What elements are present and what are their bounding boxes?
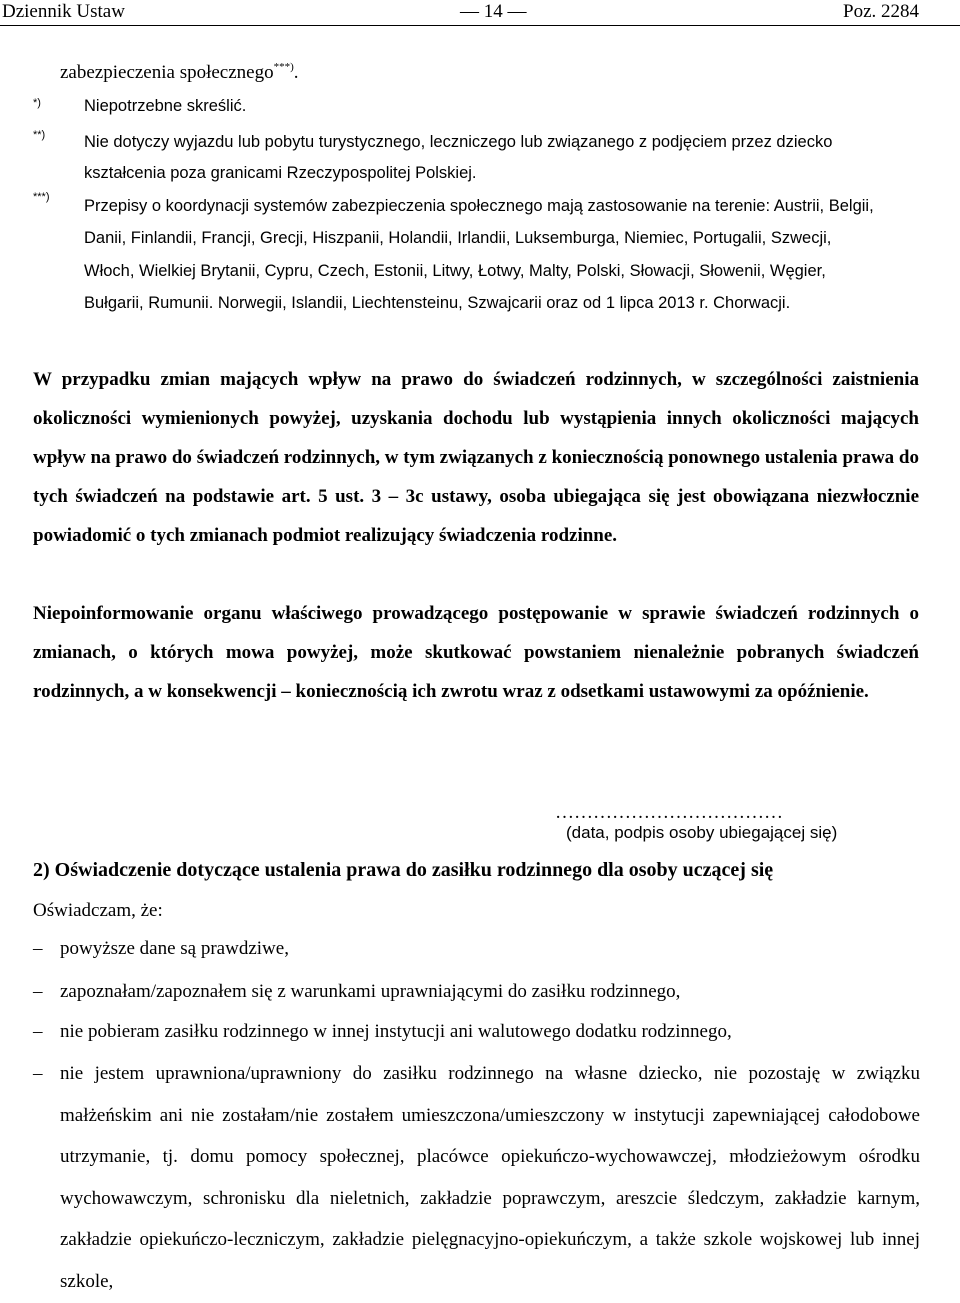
continuation-text: zabezpieczenia społecznego (60, 62, 274, 83)
signature-line: ……………………………… (555, 802, 783, 823)
header-publication: Dziennik Ustaw (2, 1, 125, 22)
continuation-line (60, 61, 299, 87)
footnote-2-line: kształcenia poza granicami Rzeczypospolitej Polskiej. (84, 164, 477, 182)
footnote-2-line: Nie dotyczy wyjazdu lub pobytu turystycznego, leczniczego lub związanego z podjęciem przez dziecko (84, 133, 833, 151)
list-dash: – (33, 981, 43, 1002)
list-item: zapoznałam/zapoznałem się z warunkami uprawniającymi do zasiłku rodzinnego, (60, 981, 681, 1002)
footnote-1-text: Niepotrzebne skreślić. (84, 97, 247, 115)
list-dash: – (33, 938, 43, 959)
footnote-2-mark: **) (33, 129, 46, 141)
notice-paragraph-changes: W przypadku zmian mających wpływ na prawo do świadczeń rodzinnych, w szczególności zaistnienia okoliczności wymienionych powyżej, uzyskania dochodu lub wystąpienia innych okoliczności mających wpływ na prawo do świadczeń rodzinnych, w tym związanych z koniecznością ponownego ustalenia prawa do tych świadczeń na podstawie art. 5 ust. 3 – 3c ustawy, osoba ubiegająca się jest obowiązana niezwłocznie powiadomić o tych zmianach podmiot realizujący świadczenia rodzinne. (33, 369, 919, 546)
footnote-3-line: Przepisy o koordynacji systemów zabezpieczenia społecznego mają zastosowanie na terenie: Austrii, Belgii, (84, 197, 874, 215)
footnote-3-line: Bułgarii, Rumunii. Norwegii, Islandii, Liechtensteinu, Szwajcarii oraz od 1 lipca 2013 r. Chorwacji. (84, 294, 791, 312)
footnote-3-mark: ***) (33, 191, 50, 203)
header-page-number: — 14 — (460, 1, 527, 22)
footnote-3-line: Danii, Finlandii, Francji, Grecji, Hiszpanii, Holandii, Irlandii, Luksemburga, Niemiec, Portugalii, Szwecji, (84, 229, 832, 247)
list-dash: – (33, 1021, 43, 1042)
continuation-period: . (293, 62, 299, 83)
list-item: powyższe dane są prawdziwe, (60, 938, 289, 959)
list-item: nie pobieram zasiłku rodzinnego w innej instytucji ani walutowego dodatku rodzinnego, (60, 1021, 732, 1042)
footnote-1-mark: *) (33, 97, 41, 109)
footnote-3-line: Włoch, Wielkiej Brytanii, Cypru, Czech, Estonii, Litwy, Łotwy, Malty, Polski, Słowacji, Słowenii, Węgier, (84, 262, 826, 280)
section-2-intro: Oświadczam, że: (33, 900, 163, 921)
list-item: nie jestem uprawniona/uprawniony do zasiłku rodzinnego na własne dziecko, nie pozostaję w związku małżeńskim ani nie zostałam/nie zostałem umieszczona/umieszczony w instytucji zapewniającej całodobowe utrzymanie, tj. domu pomocy społecznej, placówce opiekuńczo-wychowawczej, młodzieżowym ośrodku wychowawczym, schronisku dla nieletnich, zakładzie poprawczym, areszcie śledczym, zakładzie karnym, zakładzie opiekuńczo-leczniczym, zakładzie pielęgnacyjno-opiekuńczym, a także szkole wojskowej lub innej szkole, (60, 1063, 920, 1292)
continuation-footnote-ref: ***) (273, 61, 294, 73)
header-rule (0, 25, 960, 26)
section-2-title: 2) Oświadczenie dotyczące ustalenia prawa do zasiłku rodzinnego dla osoby uczącej się (33, 859, 774, 881)
signature-caption: (data, podpis osoby ubiegającej się) (566, 823, 838, 842)
header-position: Poz. 2284 (843, 1, 919, 22)
notice-paragraph-consequences: Niepoinformowanie organu właściwego prowadzącego postępowanie w sprawie świadczeń rodzinnych o zmianach, o których mowa powyżej, może skutkować powstaniem nienależnie pobranych świadczeń rodzinnych, a w konsekwencji – koniecznością ich zwrotu wraz z odsetkami ustawowymi za opóźnienie. (33, 603, 919, 702)
list-dash: – (33, 1063, 43, 1084)
